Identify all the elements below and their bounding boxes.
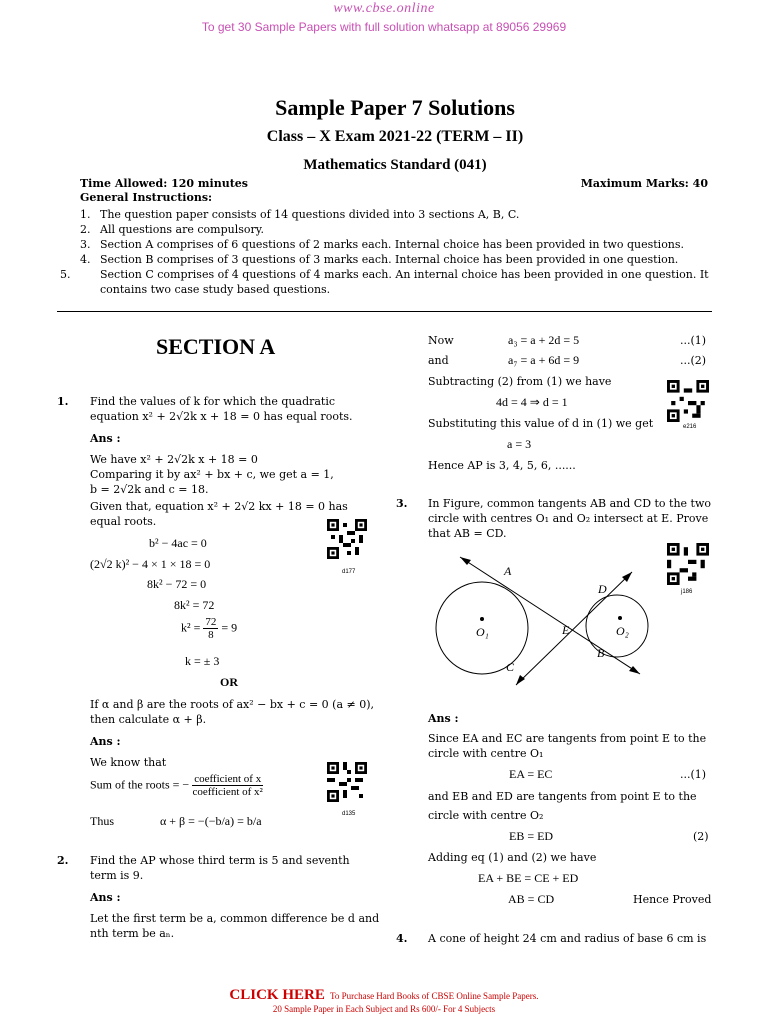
answer-label: Ans : [90, 432, 121, 445]
centre-o1-dot [480, 617, 484, 621]
qr-code-label: e216 [683, 424, 697, 430]
qr-code[interactable] [667, 543, 709, 585]
equation: Sum of the roots = − $\frac{\text{coefficient of x}}{\text{coefficient of x²}}$ [90, 773, 263, 798]
question-number: 1. [57, 395, 69, 408]
answer-line: Comparing it by ax² + bx + c, we get a = 1, [90, 468, 334, 481]
equation: EA = EC [509, 767, 553, 781]
qr-code-label: d177 [342, 569, 356, 575]
answer-label: Ans : [428, 712, 459, 725]
equation: 4d = 4 ⇒ d = 1 [496, 395, 568, 409]
equation: a = 3 [507, 437, 532, 451]
instruction-item: 2. All questions are compulsory. [80, 223, 265, 236]
question-text: term is 9. [90, 869, 144, 882]
equation: EA + BE = CE + ED [478, 871, 579, 885]
answer-line: b = 2√2k and c = 18. [90, 483, 209, 496]
equation: k = ± 3 [185, 654, 220, 668]
equation: 8k² = 72 [174, 598, 215, 612]
answer-line: We have x² + 2√2k x + 18 = 0 [90, 453, 258, 466]
arrow-head [629, 666, 640, 674]
equation-ref: ...(1) [680, 768, 707, 781]
instruction-item: 1. The question paper consists of 14 questions divided into 3 sections A, B, C. [80, 208, 520, 221]
answer-line: Now [428, 334, 454, 347]
answer-line: circle with centre O₁ [428, 747, 544, 760]
question-text: equation x² + 2√2k x + 18 = 0 has equal roots. [90, 410, 353, 423]
answer-line: If α and β are the roots of ax² − bx + c = 0 (a ≠ 0), [90, 698, 375, 711]
footer-line-2: 20 Sample Paper in Each Subject and Rs 600/- For 4 Subjects [272, 1004, 496, 1014]
equation: AB = CD [508, 892, 555, 906]
label-a: A [504, 564, 512, 578]
subject-line: Mathematics Standard (041) [303, 157, 487, 173]
page-title: Sample Paper 7 Solutions [275, 95, 515, 120]
tangent-ab [460, 557, 640, 674]
instructions-heading: General Instructions: [80, 191, 213, 204]
label-b: B [597, 646, 605, 660]
equation: EB = ED [509, 829, 554, 843]
hence-proved: Hence Proved [633, 893, 712, 906]
question-number: 4. [396, 932, 408, 945]
qr-code[interactable] [667, 380, 709, 422]
qr-code[interactable] [327, 519, 367, 559]
click-here-link[interactable]: CLICK HERE [229, 987, 325, 1003]
label-e: E [562, 623, 570, 637]
label-c: C [506, 660, 515, 674]
label-d: D [598, 582, 607, 596]
qr-code-label: d135 [342, 811, 356, 817]
equation-ref: ...(1) [680, 334, 707, 347]
question-text: that AB = CD. [428, 527, 507, 540]
tangent-circles-figure [432, 555, 672, 695]
footer-promo[interactable] [0, 984, 768, 1004]
class-line: Class – X Exam 2021-22 (TERM – II) [266, 128, 524, 145]
site-url[interactable]: www.cbse.online [333, 1, 435, 16]
footer-line-1: To Purchase Hard Books of CBSE Online Sample Papers. [329, 991, 539, 1001]
answer-label: Ans : [90, 735, 121, 748]
qr-code-label: j186 [681, 589, 693, 595]
label-o1: O₁ [476, 625, 489, 639]
question-number: 2. [57, 854, 69, 867]
instruction-item: 4. Section B comprises of 3 questions of 3 marks each. Internal choice has been provided in one question. [80, 253, 679, 266]
answer-line: and EB and ED are tangents from point E to the [428, 790, 697, 803]
question-text: Find the AP whose third term is 5 and seventh [90, 854, 350, 867]
section-a-heading: SECTION A [156, 334, 276, 359]
answer-line: Since EA and EC are tangents from point E to the [428, 732, 707, 745]
question-text: A cone of height 24 cm and radius of base 6 cm is [428, 932, 707, 945]
centre-o2-dot [618, 616, 622, 620]
answer-line: circle with centre O₂ [428, 809, 544, 822]
equation-ref: ...(2) [680, 354, 707, 367]
label-o2: O₂ [616, 624, 629, 638]
instruction-item: 5. Section C comprises of 4 questions of 4 marks each. An internal choice has been provided in one question. It contains two case study based questions. [60, 268, 709, 296]
answer-line: Adding eq (1) and (2) we have [428, 851, 597, 864]
instruction-item: 3. Section A comprises of 6 questions of 2 marks each. Internal choice has been provided in two questions. [80, 238, 685, 251]
max-marks: Maximum Marks: 40 [580, 177, 708, 190]
equation: k² = $\frac{72}{8}$ = 9 [181, 616, 238, 641]
equation: a₃ = a + 2d = 5 [508, 333, 580, 347]
tangent-cd [516, 572, 632, 685]
equation: 8k² − 72 = 0 [147, 577, 207, 591]
answer-line: and [428, 354, 449, 367]
answer-label: Ans : [90, 891, 121, 904]
question-text: In Figure, common tangents AB and CD to the two [428, 497, 712, 510]
arrow-head [460, 557, 471, 565]
equation: Thus [90, 814, 114, 828]
qr-code[interactable] [327, 762, 367, 802]
equation-ref: (2) [693, 830, 709, 843]
equation: α + β = −(−b/a) = b/a [160, 814, 262, 828]
equation: (2√2 k)² − 4 × 1 × 18 = 0 [90, 557, 211, 571]
header-divider [57, 311, 712, 312]
question-number: 3. [396, 497, 408, 510]
answer-line: nth term be aₙ. [90, 927, 175, 940]
answer-line: We know that [90, 756, 167, 769]
answer-line: Given that, equation x² + 2√2 kx + 18 = 0 has [90, 500, 348, 513]
answer-line: Let the first term be a, common difference be d and [90, 912, 380, 925]
answer-line: Hence AP is 3, 4, 5, 6, ...... [428, 459, 576, 472]
answer-line: equal roots. [90, 515, 157, 528]
or-label: OR [220, 675, 238, 689]
answer-line: Substituting this value of d in (1) we get [428, 417, 654, 430]
question-text: circle with centres O₁ and O₂ intersect at E. Prove [428, 512, 709, 525]
question-text: Find the values of k for which the quadratic [90, 395, 336, 408]
answer-line: Subtracting (2) from (1) we have [428, 375, 612, 388]
answer-line: then calculate α + β. [90, 713, 207, 726]
equation: b² − 4ac = 0 [149, 536, 207, 550]
equation: a₇ = a + 6d = 9 [508, 353, 580, 367]
time-allowed: Time Allowed: 120 minutes [80, 177, 248, 190]
promo-banner[interactable]: To get 30 Sample Papers with full solution whatsapp at 89056 29969 [201, 20, 567, 34]
arrow-head [516, 675, 525, 685]
